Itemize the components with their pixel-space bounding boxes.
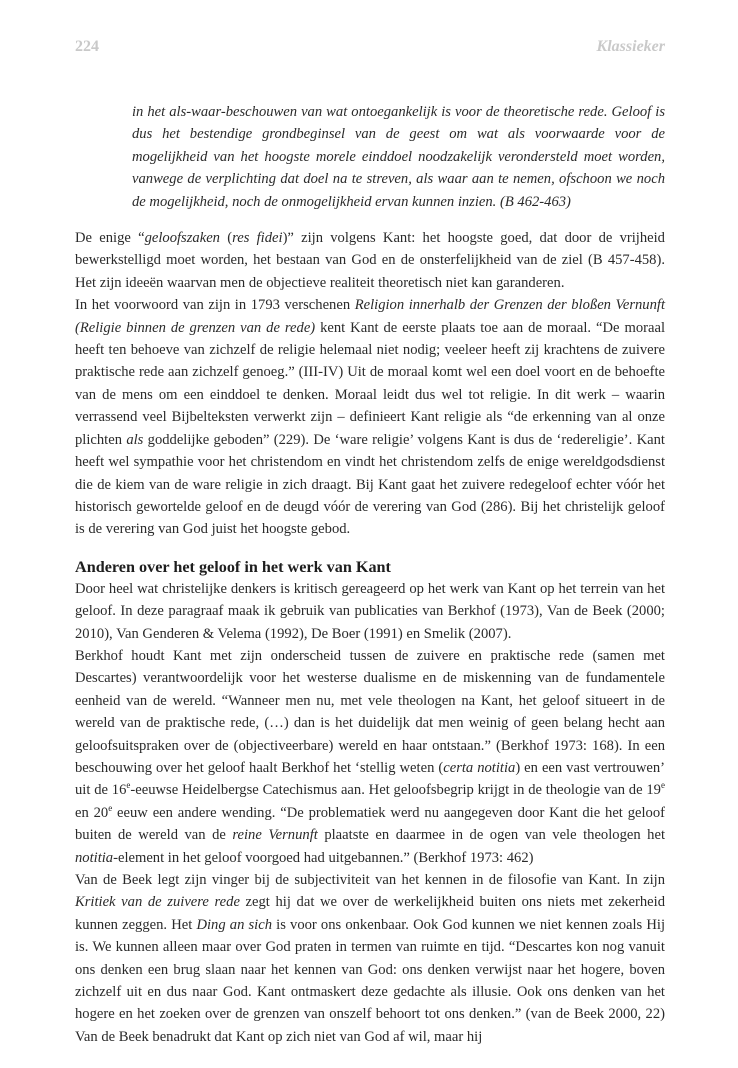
superscript: e <box>108 802 113 813</box>
text-run: Van de Beek legt zijn vinger bij de subjectiviteit van het kennen in de filosofie van Kant. In zijn <box>75 872 665 888</box>
text-run: Door heel wat christelijke denkers is kritisch gereageerd op het werk van Kant op het terrein van het geloof. In deze paragraaf maak ik gebruik van publicaties van Berkhof (1973), Van de Beek (2000; 2010), Van Genderen & Velema (1992), De Boer (1991) en Smelik (2007). <box>75 580 665 642</box>
section-heading: Anderen over het geloof in het werk van Kant <box>75 557 391 576</box>
text-run: -element in het geloof voorgoed had uitgebannen.” (Berkhof 1973: 462) <box>113 849 534 866</box>
book-title: Kritiek van de zuivere rede <box>75 894 240 911</box>
block-quote <box>132 101 665 213</box>
emphasis: reine Vernunft <box>232 827 318 844</box>
text-run: De enige “ <box>75 230 145 247</box>
paragraph-christelijke-denkers <box>75 578 665 645</box>
text-run: zegt hij dat we over de werkelijkheid buiten ons niets met zekerheid kunnen zeggen. Het <box>75 894 665 933</box>
text-run: en 20 <box>75 804 109 821</box>
emphasis: geloofszaken <box>144 230 220 247</box>
text-run: In het voorwoord van zijn in 1793 verschenen <box>75 297 355 314</box>
emphasis: als <box>126 431 144 448</box>
text-run: eeuw een andere wending. “De problematiek werd nu aangegeven door Kant die het geloof buiten de wereld van de <box>75 804 665 844</box>
text-run: Berkhof houdt Kant met zijn onderscheid tussen de zuivere en praktische rede (samen met Descartes) verantwoordelijk voor het westerse dualisme en de miskenning van de fundamentele eenheid van de wereld. “Wanneer men nu, met vele theologen na Kant, het geloof situeert in de wereld van de praktische rede, (…) dan is het duidelijk dat men weinig of geen belang hecht aan geloofsuitspraken over de (objectiveerbare) wereld en haar ontstaan.” (Berkhof 1973: 168). In een beschouwing over het geloof haalt Berkhof het ‘stellig weten ( <box>75 647 665 776</box>
running-header <box>75 38 665 62</box>
running-title: Klassieker <box>596 38 665 55</box>
text-run: is voor ons onkenbaar. Ook God kunnen we niet kennen zoals Hij is. We kunnen alleen maar over God praten in termen van ruimte en tijd. “Descartes kon nog vanuit ons denken een brug slaan naar het kennen van God: ons denken verwijst naar het hogere, boven zichzelf uit en dus naar God. Kant ontmaskert deze gedachte als illusie. Ook ons denken van het hogere en het zoeken over de grenzen van onszelf behoort tot ons denken.” (van de Beek 2000, 22) Van de Beek benadrukt dat Kant op zich niet van God af wil, maar hij <box>75 916 666 1045</box>
emphasis: certa notitia <box>443 759 516 776</box>
paragraph-religion <box>75 294 665 540</box>
text-run: )” zijn volgens Kant: het hoogste goed, dat door de vrijheid bewerkstelligd moet worden, het bestaan van God en de onsterfelijkheid van de ziel (B 457-458). Het zijn ideeën waarvan men de objectieve realiteit theoretisch niet kan garanderen. <box>75 230 665 291</box>
superscript: e <box>660 780 665 791</box>
paragraph-van-de-beek <box>75 869 665 1048</box>
text-run: goddelijke geboden” (229). De ‘ware religie’ volgens Kant is dus de ‘redereligie’. Kant heeft wel sympathie voor het christendom en vindt het christendom zelfs de enige wereldgodsdienst die de kiem van de ware religie in zich draagt. Bij Kant gaat het zuivere redegeloof echter vóór het historisch gewortelde geloof en de deugd vóór de verering van God (286). Bij het christelijk geloof is de verering van God juist het hoogste gebod. <box>75 431 665 538</box>
page-body <box>75 101 665 1048</box>
block-quote-text: in het als-waar-beschouwen van wat ontoegankelijk is voor de theoretische rede. Geloof is dus het bestendige grondbeginsel van de geest om wat als voorwaarde voor de mogelijkheid van het hoogste morele einddoel noodzakelijk verondersteld moet worden, vanwege de verplichting dat doel na te streven, als waar aan te nemen, ofschoon we noch de mogelijkheid, noch de onmogelijkheid ervan kunnen inzien. (B 462-463) <box>132 104 665 210</box>
text-run: ( <box>219 230 233 247</box>
page-number: 224 <box>75 38 99 55</box>
paragraph-berkhof <box>75 645 665 869</box>
emphasis: res fidei <box>232 230 283 247</box>
book-title: Religion innerhalb der Grenzen der bloßen Vernunft (Religie binnen de grenzen van de rede) <box>75 297 665 336</box>
emphasis: Ding an sich <box>196 916 273 933</box>
text-run: kent Kant de eerste plaats toe aan de moraal. “De moraal heeft ten behoeve van zichzelf de religie helemaal niet nodig; veeleer heeft zij krachtens de zuivere praktische rede aan zichzelf genoeg.” (III-IV) Uit de moraal komt wel een doel voort en de behoefte van de mens om een einddoel te denken. Moraal leidt dus wel tot religie. In dit werk – waarin verrassend veel Bijbelteksten verwerkt zijn – definieert Kant religie als “de erkenning van al onze plichten <box>75 319 665 448</box>
emphasis: notitia <box>75 849 114 866</box>
superscript: e <box>126 780 131 791</box>
text-run: -eeuwse Heidelbergse Catechismus aan. Het geloofsbegrip krijgt in de theologie van de 19 <box>130 782 661 799</box>
paragraph-geloofszaken <box>75 227 665 294</box>
text-run: plaatste en daarmee in de ogen van vele theologen het <box>317 827 666 844</box>
text-run: ) en een vast vertrouwen’ uit de 16 <box>75 759 666 799</box>
